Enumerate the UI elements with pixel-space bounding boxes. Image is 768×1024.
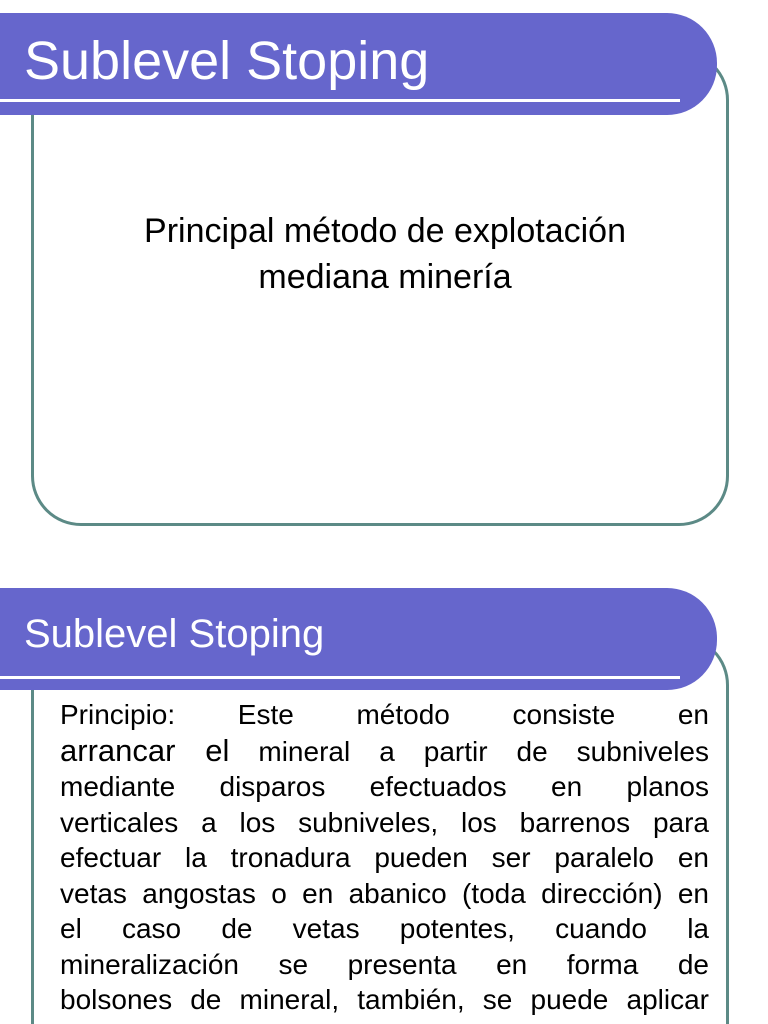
body-line <box>60 733 709 770</box>
slide-2 <box>0 585 768 1024</box>
body-line: bolsones de mineral, también, se puede aplicar <box>60 984 709 1015</box>
body-text-span: mineral a partir de subniveles <box>229 735 709 767</box>
body-paragraph <box>60 697 709 1018</box>
title-bar <box>0 13 717 115</box>
slide-title: Sublevel Stoping <box>24 31 430 91</box>
slide-title: Sublevel Stoping <box>24 612 325 656</box>
body-emphasis: arrancar el <box>60 732 230 768</box>
body-line: verticales a los subniveles, los barrenos para <box>60 806 709 838</box>
body-line: vetas angostas o en abanico (toda dirección) en <box>60 877 709 909</box>
subtitle-line: Principal método de explotación <box>144 212 626 250</box>
title-underline <box>0 676 680 679</box>
body-line: Principio: Este método consiste en <box>60 699 709 730</box>
body-line: efectuar la tronadura pueden ser paralelo en <box>60 842 709 873</box>
title-bar <box>0 588 717 690</box>
title-underline <box>0 99 680 102</box>
subtitle-line: mediana minería <box>258 258 512 296</box>
body-line: mediante disparos efectuados en planos <box>60 771 709 802</box>
body-line: mineralización se presenta en forma de <box>60 948 709 980</box>
body-line: el caso de vetas potentes, cuando la <box>60 913 709 944</box>
slide-subtitle <box>60 208 710 300</box>
